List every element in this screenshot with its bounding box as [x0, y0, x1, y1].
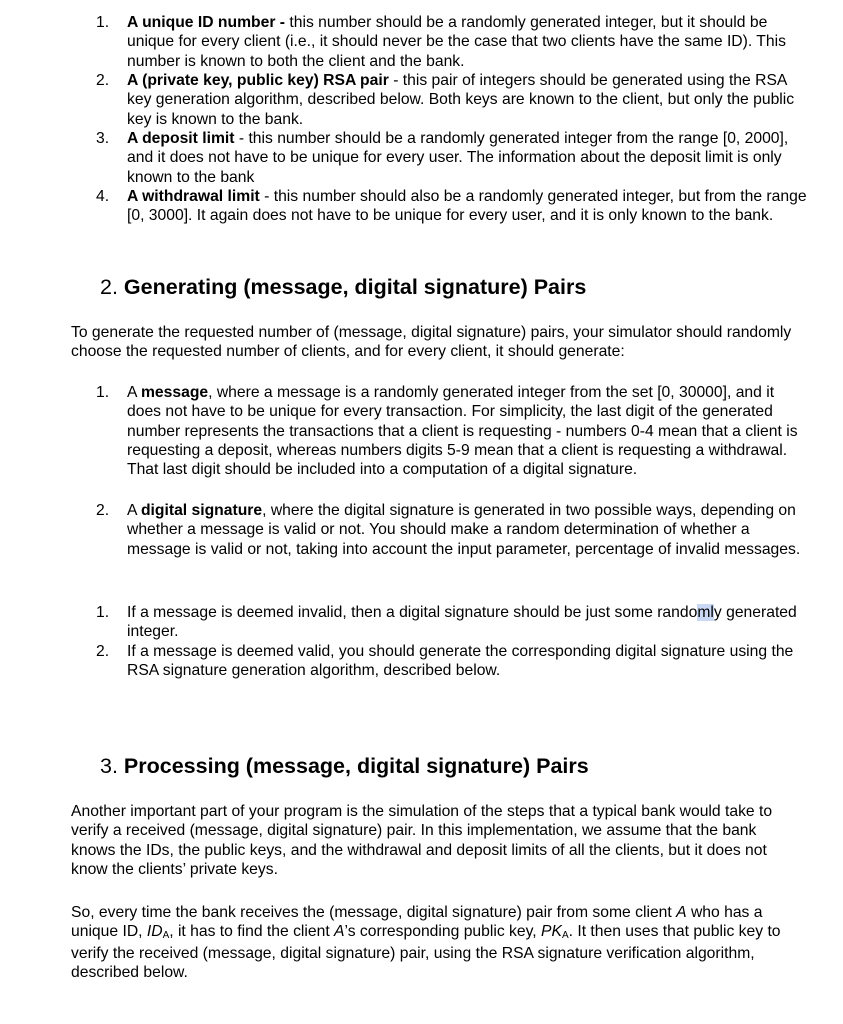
list-item-bold: digital signature: [140, 502, 263, 519]
subscript: A: [162, 930, 170, 942]
list-number: 1.: [96, 14, 110, 31]
list-item-bold: A (private key, public key) RSA pair: [127, 72, 389, 89]
signature-sublist: [96, 603, 812, 681]
list-item-text: If a message is deemed valid, you should generate the corresponding digital signature using the RSA signature generation algorithm, described below.: [127, 643, 794, 680]
paragraph-text: , it has to find the client: [169, 923, 335, 941]
list-item-prefix: A: [127, 502, 141, 519]
list-item-text: , where a message is a randomly generated integer from the set [0, 30000], and it does not have to be unique for every transaction. For simplicity, the last digit of the generated number represents the transactions that a client is requesting - numbers 0-4 mean that a client is requesting a deposit, whereas numbers digits 5-9 mean that a client is requesting a withdrawal. That last digit should be included into a computation of a digital signature.: [127, 384, 798, 479]
list-item: [96, 13, 812, 71]
list-item-text: y generated integer.: [127, 604, 797, 641]
section-heading: [100, 753, 589, 779]
section-number: 2.: [100, 275, 118, 299]
list-number: 3.: [96, 130, 110, 147]
generation-list: [96, 383, 812, 559]
list-item-bold: message: [140, 384, 209, 401]
list-item: [96, 129, 812, 187]
subscript: A: [561, 930, 569, 942]
list-item-text: - this number should also be a randomly generated integer, but from the range [0, 3000]. It again does not have to be unique for every user, and it is only known to the bank.: [127, 188, 807, 225]
paragraph-text: who has a unique ID,: [71, 904, 763, 941]
list-item-text: - this pair of integers should be generated using the RSA key generation algorithm, described below. Both keys are known to the client, but only the public key is known to the bank.: [127, 72, 795, 128]
list-item: [96, 187, 812, 226]
list-item: [96, 501, 812, 559]
section-title: Generating (message, digital signature) Pairs: [123, 275, 587, 299]
list-item-bold: A withdrawal limit: [127, 188, 260, 205]
list-item-bold: A deposit limit: [127, 130, 235, 147]
client-variable: A: [676, 904, 687, 921]
list-number: 2.: [96, 72, 110, 89]
list-item-bold: A unique ID number -: [127, 14, 286, 31]
public-key-variable: PK: [541, 923, 562, 941]
list-item-prefix: A: [127, 384, 141, 401]
paragraph: Another important part of your program is the simulation of the steps that a typical bank would take to verify a received (message, digital signature) pair. In this implementation, we assume that the bank knows the IDs, the public keys, and the withdrawal and deposit limits of all the clients, but it does not know the clients’ private keys.: [71, 803, 773, 878]
section-title: Processing (message, digital signature) Pairs: [123, 754, 589, 778]
paragraph-text: So, every time the bank receives the (message, digital signature) pair from some client: [71, 904, 677, 921]
list-number: 4.: [96, 188, 110, 205]
list-number: 2.: [96, 643, 110, 660]
list-number: 1.: [96, 384, 110, 401]
list-item-text: this number should be a randomly generated integer, but it should be unique for every client (i.e., it should never be the case that two clients have the same ID). This number is known to both the client and the bank.: [127, 14, 786, 70]
list-item: [96, 71, 812, 129]
list-number: 1.: [96, 604, 110, 621]
list-item-text: If a message is deemed invalid, then a digital signature should be just some rando: [127, 604, 698, 621]
client-variable: A: [334, 923, 345, 941]
section-number: 3.: [100, 754, 118, 778]
paragraph-text: ’s corresponding public key,: [344, 923, 542, 941]
list-item: [96, 603, 812, 642]
list-item-text: , where the digital signature is generated in two possible ways, depending on whether a message is valid or not. You should make a random determination of whether a message is valid or not, taking into account the input parameter, percentage of invalid messages.: [127, 502, 801, 558]
section-heading: [100, 274, 586, 300]
paragraph: [71, 903, 801, 982]
list-item: [96, 642, 812, 681]
list-item: [96, 383, 812, 501]
text-selection-highlight[interactable]: ml: [697, 604, 714, 621]
client-attributes-list: [96, 13, 812, 226]
paragraph: To generate the requested number of (message, digital signature) pairs, your simulator should randomly choose the requested number of clients, and for every client, it should generate:: [71, 324, 792, 361]
list-number: 2.: [96, 502, 110, 519]
paragraph-text: . It then uses that public key to verify the received (message, digital signature) pair, using the RSA signature verification algorithm, described below.: [71, 923, 781, 981]
list-item-text: - this number should be a randomly generated integer from the range [0, 2000], and it does not have to be unique for every user. The information about the deposit limit is only known to the bank: [127, 130, 789, 186]
id-variable: ID: [146, 923, 163, 941]
